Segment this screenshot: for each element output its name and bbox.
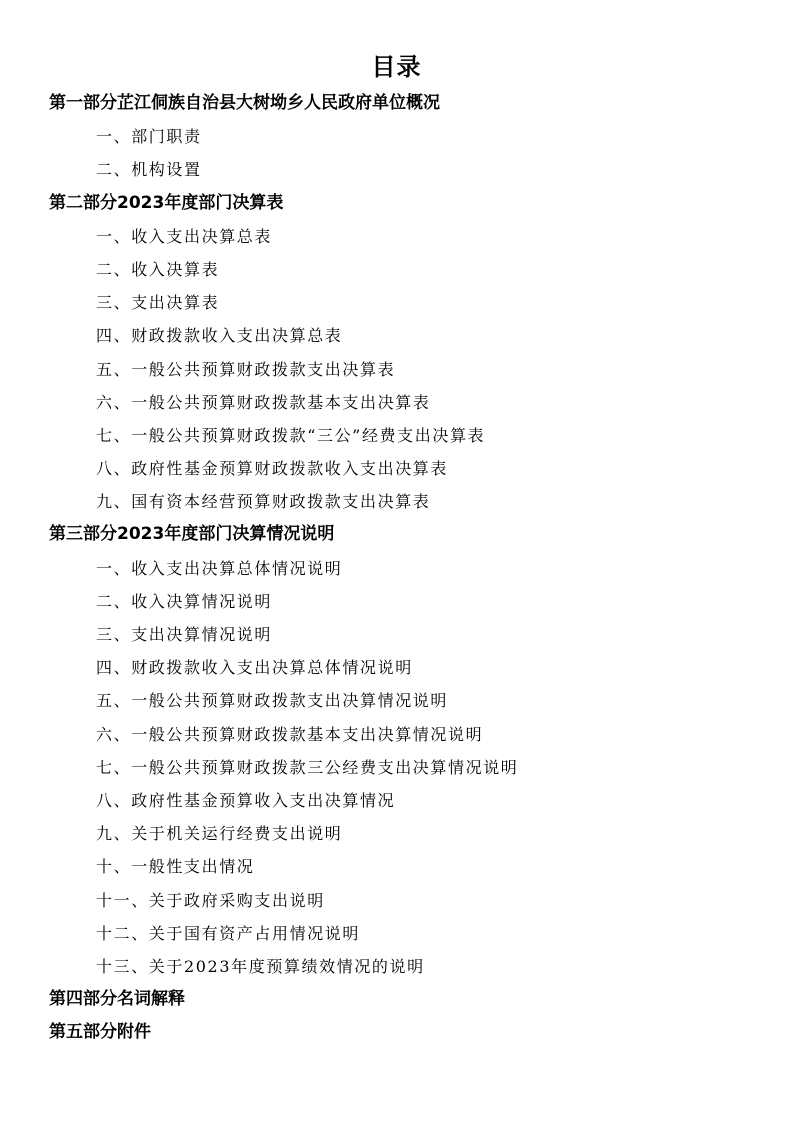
- toc-item: 七、一般公共预算财政拨款“三公”经费支出决算表: [96, 425, 486, 445]
- toc-part-3: 第三部分2023年度部门决算情况说明: [49, 524, 335, 545]
- toc-item: 十二、关于国有资产占用情况说明: [96, 923, 361, 943]
- page-title: 目录: [371, 53, 422, 81]
- toc-item: 六、一般公共预算财政拨款基本支出决算情况说明: [96, 724, 484, 744]
- toc-item: 六、一般公共预算财政拨款基本支出决算表: [96, 392, 431, 412]
- toc-item: 一、部门职责: [96, 127, 202, 147]
- toc-item: 十三、关于2023年度预算绩效情况的说明: [96, 956, 425, 976]
- toc-item: 二、机构设置: [96, 160, 202, 180]
- toc-item: 二、收入决算表: [96, 259, 220, 279]
- toc-item: 九、关于机关运行经费支出说明: [96, 824, 343, 844]
- toc-part-1: 第一部分芷江侗族自治县大树坳乡人民政府单位概况: [49, 93, 440, 113]
- toc-item: 三、支出决算情况说明: [96, 625, 273, 644]
- toc-part-4: 第四部分名词解释: [49, 989, 185, 1010]
- toc-item: 八、政府性基金预算收入支出决算情况: [96, 790, 396, 810]
- table-of-contents: [0, 87, 793, 1049]
- toc-item: 五、一般公共预算财政拨款支出决算表: [96, 359, 396, 379]
- toc-item: 二、收入决算情况说明: [96, 591, 273, 611]
- toc-item: 九、国有资本经营预算财政拨款支出决算表: [96, 492, 431, 512]
- toc-item: 十一、关于政府采购支出说明: [96, 890, 325, 910]
- toc-item: 四、财政拨款收入支出决算总表: [96, 326, 343, 346]
- toc-item: 五、一般公共预算财政拨款支出决算情况说明: [96, 691, 449, 711]
- toc-item: 七、一般公共预算财政拨款三公经费支出决算情况说明: [96, 757, 519, 777]
- toc-item: 十、一般性支出情况: [96, 857, 255, 877]
- toc-part-2: 第二部分2023年度部门决算表: [49, 192, 284, 213]
- toc-item: 四、财政拨款收入支出决算总体情况说明: [96, 658, 413, 678]
- toc-part-5: 第五部分附件: [49, 1022, 151, 1043]
- toc-item: 一、收入支出决算总表: [96, 226, 273, 246]
- toc-item: 八、政府性基金预算财政拨款收入支出决算表: [96, 459, 449, 479]
- toc-item: 三、支出决算表: [96, 293, 220, 313]
- toc-item: 一、收入支出决算总体情况说明: [96, 558, 343, 578]
